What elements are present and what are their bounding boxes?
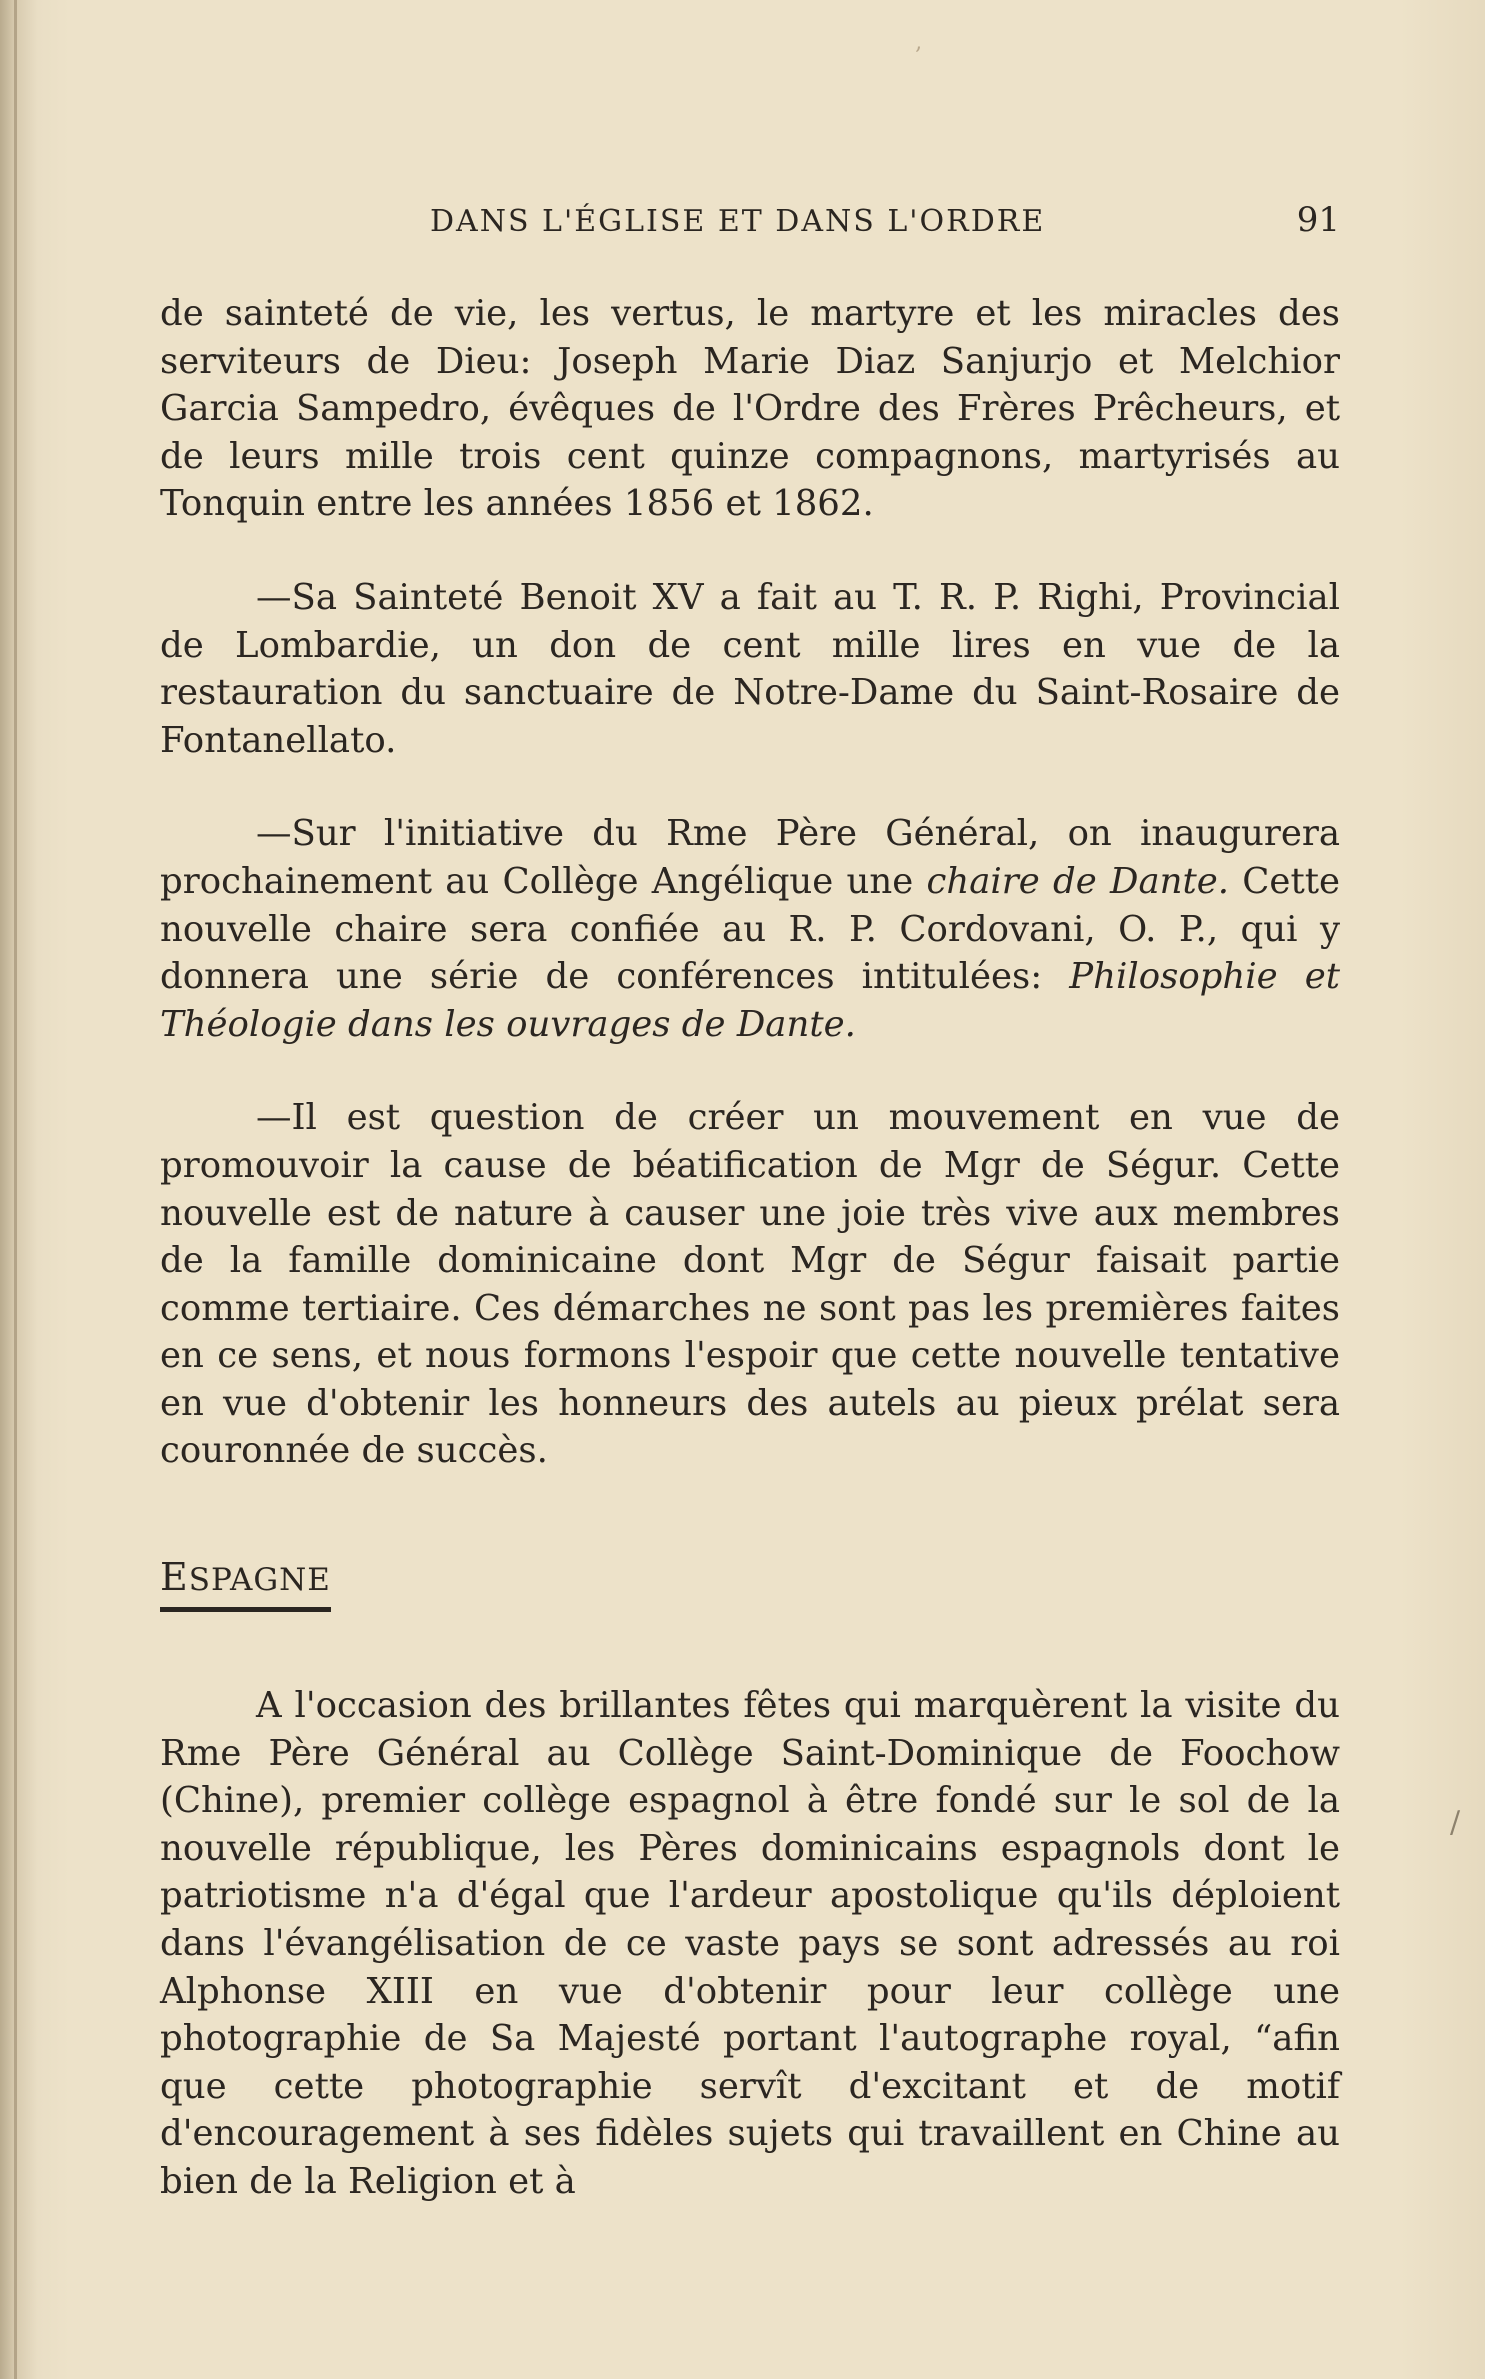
paragraph-3-italic-2: Philosophie et Théologie dans les ouvrages de Dante. (160, 956, 1341, 1045)
body-text (160, 290, 1340, 2206)
paragraph-5: A l'occasion des brillantes fêtes qui marquèrent la visite du Rme Père Général au Collège Saint-Dominique de Foochow (Chine), premier collège espagnol à être fondé sur le sol de la nouvelle république, les Pères dominicains espagnols dont le patriotisme n'a d'égal que l'ardeur apostolique qu'ils déploient dans l'évangélisation de ce vaste pays se sont adressés au roi Alphonse XIII en vue d'obtenir pour leur collège une photographie de Sa Majesté portant l'autographe royal, “afin que cette photographie servît d'excitant et de motif d'encouragement à ses fidèles sujets qui travaillent en Chine au bien de la Religion et à (160, 1685, 1340, 2202)
paragraph-3 (160, 810, 1340, 1048)
paragraph-4: —Il est question de créer un mouvement en vue de promouvoir la cause de béatification de Mgr de Ségur. Cette nouvelle est de nature à causer une joie très vive aux membres de la famille dominicaine dont Mgr de Ségur faisait partie comme tertiaire. Ces démarches ne sont pas les premières faites en ce sens, et nous formons l'espoir que cette nouvelle tentative en vue d'obtenir les honneurs des autels au pieux prélat sera couronnée de succès. (160, 1097, 1340, 1472)
paragraph-3-text-b: Cette nouvelle chaire sera confiée au R. P. Cordovani, O. P., qui y donnera une série de conférences intitulées: (160, 860, 1340, 998)
page-number: 91 (1296, 200, 1340, 240)
section-title-rest: SPAGNE (188, 1562, 331, 1599)
paragraph-3-italic-1: chaire de Dante. (926, 860, 1230, 902)
margin-slash-mark: / (1450, 1805, 1461, 1840)
page-gutter-line (14, 0, 17, 2379)
paragraph-1: de sainteté de vie, les vertus, le martyre et les miracles des serviteurs de Dieu: Joseph Marie Diaz Sanjurjo et Melchior Garcia Sampedro, évêques de l'Ordre des Frères Prêcheurs, et de leurs mille trois cent quinze compagnons, martyrisés au Tonquin entre les années 1856 et 1862. (160, 293, 1340, 525)
section-title-cap: E (160, 1555, 189, 1600)
paragraph-2: —Sa Sainteté Benoit XV a fait au T. R. P. Righi, Provincial de Lombardie, un don de cent mille lires en vue de la restauration du sanctuaire de Notre-Dame du Saint-Rosaire de Fontanellato. (160, 576, 1340, 761)
page-header (160, 200, 1340, 250)
paragraph-3-text-a: —Sur l'initiative du Rme Père Général, on inaugurera prochainement au Collège Angélique une (160, 813, 1340, 902)
running-head: DANS L'ÉGLISE ET DANS L'ORDRE (430, 204, 1046, 239)
ink-speck: ‚ (915, 30, 922, 55)
section-title-espagne (160, 1555, 331, 1612)
